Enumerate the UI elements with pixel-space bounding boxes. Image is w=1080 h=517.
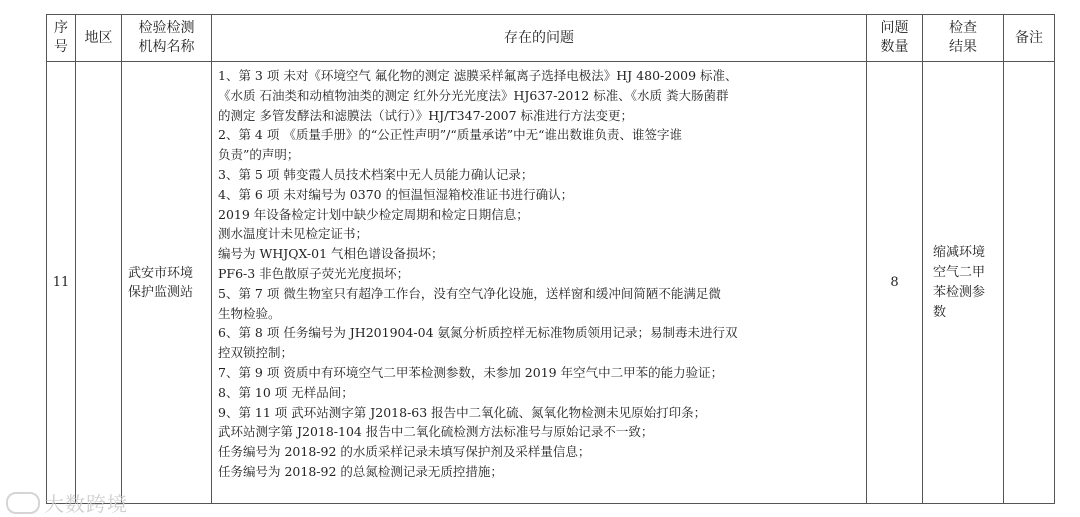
issue-line: 5、第 7 项 微生物室只有超净工作台，没有空气净化设施，送样窗和缓冲间简陋不能满足微 bbox=[218, 285, 721, 301]
issue-line: 8、第 10 项 无样品间； bbox=[218, 384, 354, 400]
issue-line: 任务编号为 2018-92 的总氮检测记录无质控措施； bbox=[218, 463, 503, 479]
inspection-table bbox=[46, 14, 1055, 504]
issue-line: 4、第 6 项 未对编号为 0370 的恒温恒湿箱校准证书进行确认； bbox=[218, 186, 574, 202]
header-issues: 存在的问题 bbox=[212, 15, 867, 62]
row-institution: 武安市环境保护监测站 bbox=[122, 62, 212, 504]
header-row bbox=[47, 15, 1055, 62]
header-institution: 检验检测机构名称 bbox=[122, 15, 212, 62]
table-row bbox=[47, 62, 1055, 504]
header-region: 地区 bbox=[76, 15, 122, 62]
issue-line: PF6-3 非色散原子荧光光度损坏； bbox=[218, 265, 410, 281]
row-result: 缩减环境空气二甲苯检测参数 bbox=[923, 62, 1004, 504]
issue-line: 控双锁控制； bbox=[218, 345, 294, 361]
issue-line: 负责”的声明； bbox=[218, 147, 300, 163]
watermark-logo-icon bbox=[6, 492, 40, 514]
header-result: 检查结果 bbox=[923, 15, 1004, 62]
issue-line: 的测定 多管发酵法和滤膜法（试行）》HJ/T347-2007 标准进行方法变更； bbox=[218, 107, 634, 123]
header-no: 序号 bbox=[47, 15, 76, 62]
issue-line: 1、第 3 项 未对《环境空气 氟化物的测定 滤膜采样氟离子选择电极法》HJ 480-2009 标准、 bbox=[218, 68, 738, 83]
row-issues bbox=[212, 62, 867, 504]
issue-line: 测水温度计未见检定证书； bbox=[218, 226, 369, 242]
issue-line: 2019 年设备检定计划中缺少检定周期和检定日期信息； bbox=[218, 206, 529, 222]
issue-line: 《水质 石油类和动植物油类的测定 红外分光光度法》HJ637-2012 标准、《水质 粪大肠菌群 bbox=[218, 87, 729, 103]
row-region bbox=[76, 62, 122, 504]
issue-line: 2、第 4 项 《质量手册》的“公正性声明”/“质量承诺”中无“谁出数谁负责、谁签字谁 bbox=[218, 127, 682, 143]
issue-line: 9、第 11 项 武环站测字第 J2018-63 报告中二氧化硫、氮氧化物检测未见原始打印条； bbox=[218, 404, 707, 420]
watermark bbox=[6, 488, 128, 517]
header-count: 问题数量 bbox=[867, 15, 923, 62]
issue-line: 编号为 WHJQX-01 气相色谱设备损坏； bbox=[218, 246, 444, 262]
row-note bbox=[1004, 62, 1055, 504]
header-note: 备注 bbox=[1004, 15, 1055, 62]
watermark-text: 大数跨境 bbox=[44, 492, 128, 516]
row-count: 8 bbox=[867, 62, 923, 504]
issue-line: 3、第 5 项 韩变霞人员技术档案中无人员能力确认记录； bbox=[218, 166, 534, 182]
issue-line: 6、第 8 项 任务编号为 JH201904-04 氨氮分析质控样无标准物质领用记录；易制毒未进行双 bbox=[218, 325, 738, 341]
issue-line: 生物检验。 bbox=[218, 305, 281, 321]
issue-line: 武环站测字第 J2018-104 报告中二氧化硫检测方法标准号与原始记录不一致； bbox=[218, 424, 654, 440]
issue-line: 7、第 9 项 资质中有环境空气二甲苯检测参数，未参加 2019 年空气中二甲苯的能力验证； bbox=[218, 364, 724, 380]
issue-line: 任务编号为 2018-92 的水质采样记录未填写保护剂及采样量信息； bbox=[218, 444, 591, 460]
row-no: 11 bbox=[47, 62, 76, 504]
